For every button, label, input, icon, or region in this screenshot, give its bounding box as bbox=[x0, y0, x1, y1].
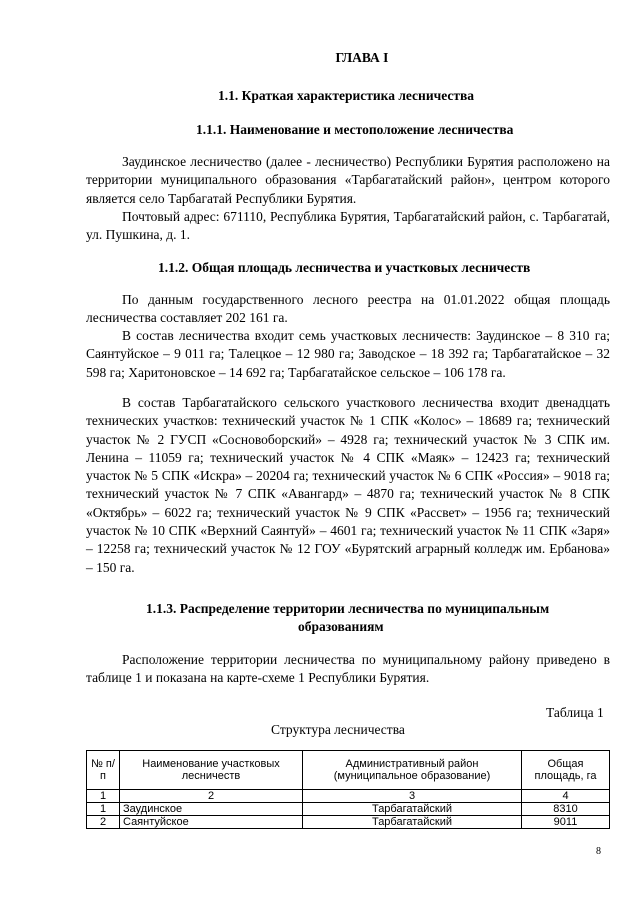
paragraph-location-text: Заудинское лесничество (далее - лесничество) Республики Бурятия расположено на территории муниципального образования «Тарбагатайский район», центром которого является село Тарбагатай Республики Бурятия. bbox=[86, 154, 610, 206]
section-heading-1-1: 1.1. Краткая характеристика лесничества bbox=[218, 88, 475, 103]
paragraph-municipal-distribution-text: Расположение территории лесничества по муниципальному району приведено в таблице 1 и показана на карте-схеме 1 Республики Бурятия. bbox=[86, 652, 610, 686]
paragraph-address bbox=[86, 208, 610, 245]
header-number: № п/п bbox=[87, 751, 120, 790]
table-label: Таблица 1 bbox=[546, 705, 604, 720]
table-row bbox=[87, 803, 610, 816]
header-admin-district: Административный район (муниципальное образование) bbox=[303, 751, 522, 790]
row-admin-district: Тарбагатайский bbox=[303, 803, 522, 816]
row-forestry-name: Заудинское bbox=[120, 803, 303, 816]
row-admin-district: Тарбагатайский bbox=[303, 816, 522, 829]
paragraph-technical-plots-text: В состав Тарбагатайского сельского участкового лесничества входит двенадцать технических участков: технический участок № 1 СПК «Колос» – 18689 га; технический участок № 2 ГУСП «Сосновоборский» – 4928 га; технический участок № 3 СПК им. Ленина – 11059 га; технический участок № 4 СПК «Маяк» – 12423 га; технический участок № 5 СПК «Искра» – 20204 га; технический участок № 6 СПК «Россия» – 9018 га; технический участок № 7 СПК «Авангард» – 4870 га; технический участок № 8 СПК «Октябрь» – 6022 га; технический участок № 9 СПК «Рассвет» – 1956 га; технический участок № 10 СПК «Верхний Саянтуй» – 4601 га; технический участок № 11 СПК «Заря» – 12258 га; технический участок № 12 ГОУ «Бурятский аграрный колледж им. Ербанова» – 150 га. bbox=[86, 395, 610, 575]
row-area: 9011 bbox=[522, 816, 610, 829]
row-forestry-name: Саянтуйское bbox=[120, 816, 303, 829]
paragraph-total-area-text: По данным государственного лесного реестра на 01.01.2022 общая площадь лесничества составляет 202 161 га. bbox=[86, 292, 610, 326]
section-heading-1-1-1: 1.1.1. Наименование и местоположение лесничества bbox=[196, 122, 514, 137]
page-number: 8 bbox=[596, 846, 601, 857]
table-title: Структура лесничества bbox=[271, 722, 405, 737]
paragraph-location bbox=[86, 153, 610, 208]
table-row bbox=[87, 816, 610, 829]
forestry-structure-table bbox=[86, 750, 610, 829]
chapter-title: ГЛАВА I bbox=[335, 50, 389, 65]
header-area: Общая площадь, га bbox=[522, 751, 610, 790]
paragraph-address-text: Почтовый адрес: 671110, Республика Бурятия, Тарбагатайский район, с. Тарбагатай, ул. Пушкина, д. 1. bbox=[86, 209, 610, 243]
paragraph-municipal-distribution bbox=[86, 651, 610, 688]
paragraph-technical-plots bbox=[86, 394, 610, 577]
table-header-row bbox=[87, 751, 610, 790]
paragraph-district-forestries bbox=[86, 327, 610, 382]
section-heading-1-1-2: 1.1.2. Общая площадь лесничества и участковых лесничеств bbox=[158, 260, 531, 275]
row-area: 8310 bbox=[522, 803, 610, 816]
numbering-cell: 2 bbox=[120, 790, 303, 803]
table-numbering-row bbox=[87, 790, 610, 803]
section-heading-1-1-3-line1: 1.1.3. Распределение территории лесничества по муниципальным bbox=[146, 601, 550, 616]
row-number: 2 bbox=[87, 816, 120, 829]
section-heading-1-1-3-line2: образованиям bbox=[298, 619, 384, 634]
numbering-cell: 4 bbox=[522, 790, 610, 803]
paragraph-district-forestries-text: В состав лесничества входит семь участковых лесничеств: Заудинское – 8 310 га; Саянтуйское – 9 011 га; Талецкое – 12 980 га; Заводское – 18 392 га; Тарбагатайское – 32 598 га; Харитоновское – 14 692 га; Тарбагатайское сельское – 106 178 га. bbox=[86, 328, 610, 380]
header-forestry-name: Наименование участковых лесничеств bbox=[120, 751, 303, 790]
paragraph-total-area bbox=[86, 291, 610, 328]
row-number: 1 bbox=[87, 803, 120, 816]
numbering-cell: 1 bbox=[87, 790, 120, 803]
numbering-cell: 3 bbox=[303, 790, 522, 803]
